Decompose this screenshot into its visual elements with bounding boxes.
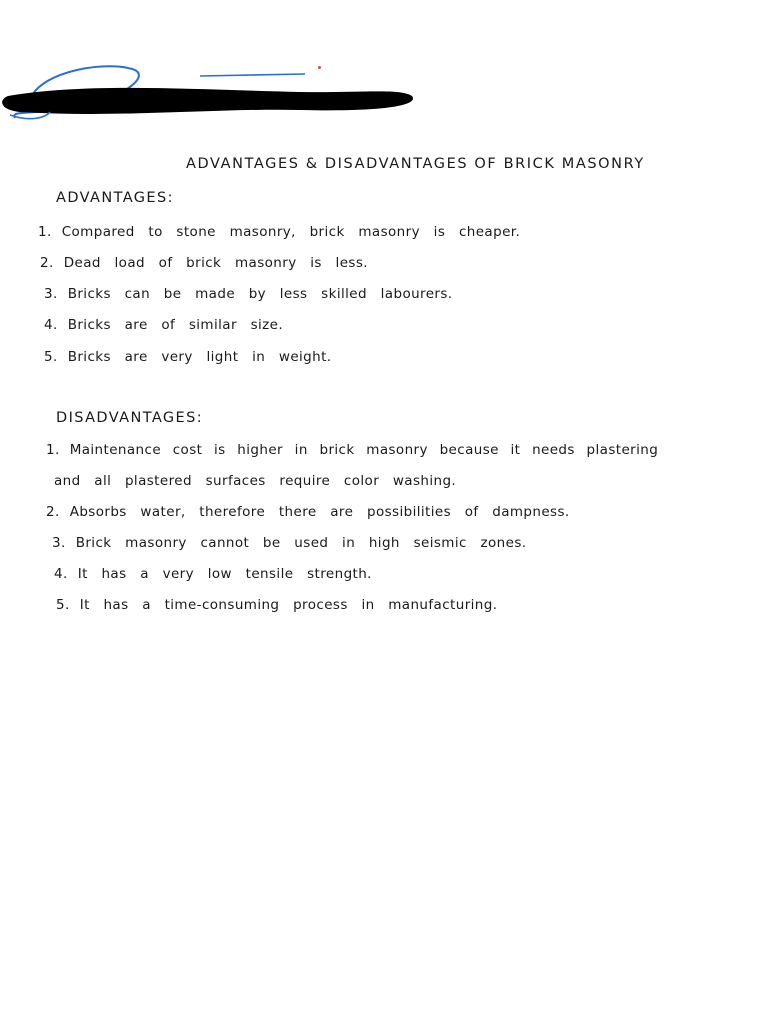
item-text: It has a time-consuming process in manufacturing. — [79, 597, 498, 613]
item-text: Bricks can be made by less skilled labourers. — [67, 286, 453, 302]
item-text: Dead load of brick masonry is less. — [63, 255, 368, 271]
item-text: Bricks are very light in weight. — [67, 349, 332, 365]
disadvantage-item — [56, 597, 497, 613]
item-number: 5. — [44, 349, 58, 365]
disadvantage-item — [46, 442, 658, 458]
item-number: 2. — [40, 255, 54, 271]
disadvantage-item — [52, 535, 526, 551]
item-number: 1. — [38, 224, 52, 240]
redacted-header-mark — [0, 60, 430, 130]
item-number: 4. — [54, 566, 68, 582]
document-title: ADVANTAGES & DISADVANTAGES OF BRICK MASONRY — [186, 156, 645, 172]
disadvantage-item — [54, 566, 372, 582]
advantage-item — [38, 224, 520, 240]
item-number: 3. — [52, 535, 66, 551]
advantages-heading: ADVANTAGES: — [56, 190, 174, 206]
item-text: Absorbs water, therefore there are possibilities of dampness. — [69, 504, 570, 520]
item-text: Compared to stone masonry, brick masonry is cheaper. — [61, 224, 521, 240]
disadvantages-heading: DISADVANTAGES: — [56, 410, 203, 426]
item-text: Bricks are of similar size. — [67, 317, 284, 333]
advantage-item — [44, 349, 331, 365]
advantage-item — [40, 255, 368, 271]
item-number: 3. — [44, 286, 58, 302]
item-text: and all plastered surfaces require color washing. — [54, 473, 457, 489]
item-text: Brick masonry cannot be used in high seismic zones. — [75, 535, 527, 551]
item-number: 2. — [46, 504, 60, 520]
item-number: 1. — [46, 442, 60, 458]
advantage-item — [44, 286, 453, 302]
item-number: 5. — [56, 597, 70, 613]
red-speck — [318, 66, 321, 69]
disadvantage-item — [46, 504, 570, 520]
disadvantage-item-continued — [54, 473, 456, 489]
item-number: 4. — [44, 317, 58, 333]
item-text: Maintenance cost is higher in brick masonry because it needs plastering — [69, 442, 659, 458]
item-text: It has a very low tensile strength. — [77, 566, 372, 582]
advantage-item — [44, 317, 283, 333]
